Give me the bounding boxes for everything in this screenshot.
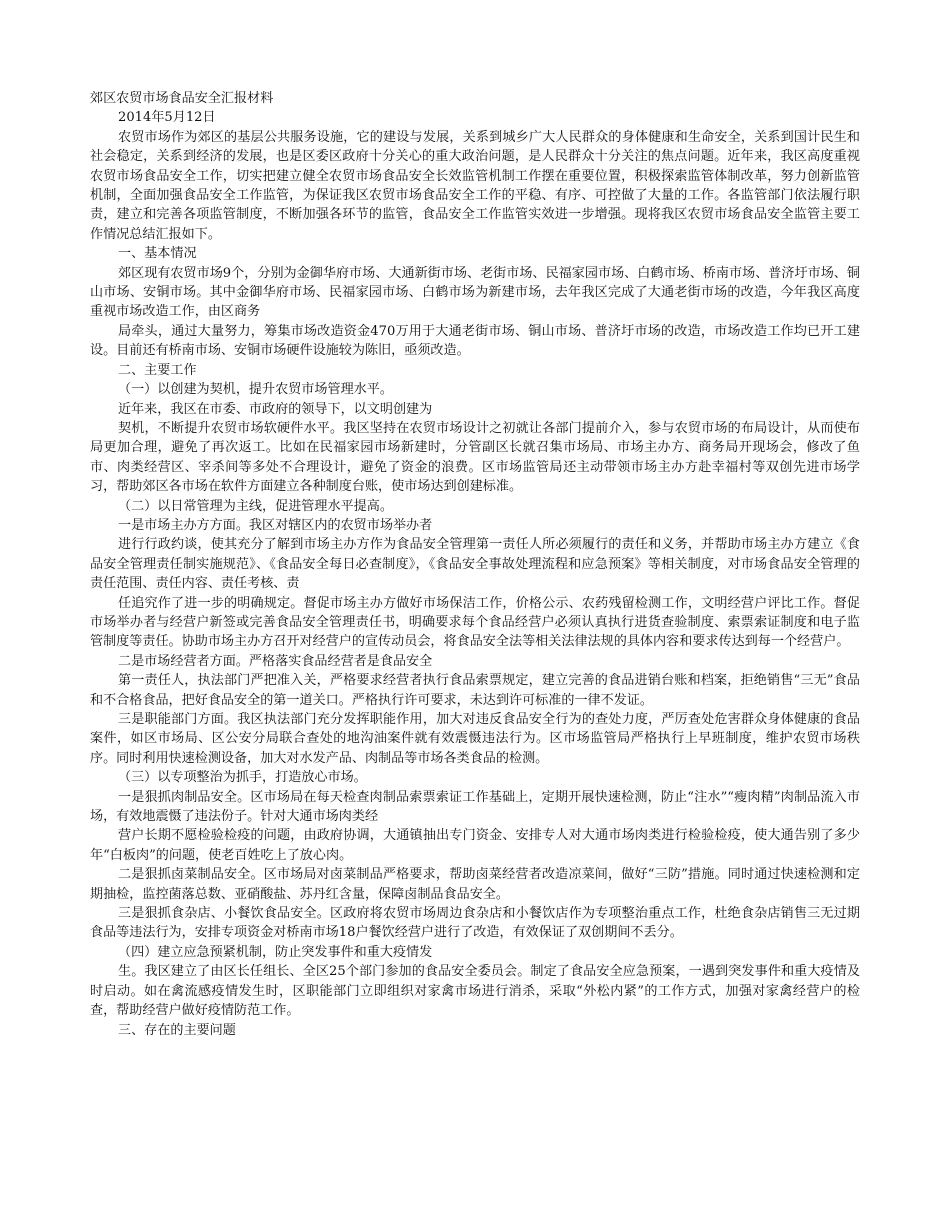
paragraph: 第一责任人，执法部门严把准入关，严格要求经营者执行食品索票规定，建立完善的食品进销台账和档案，拒绝销售“三无”食品和不合格食品，把好食品安全的第一道关口。严格执行许可要求，未达到许可标准的一律不发证。	[90, 673, 860, 708]
paragraph: 二是市场经营者方面。严格落实食品经营者是食品安全	[118, 653, 433, 669]
paragraph: 三是职能部门方面。我区执法部门充分发挥职能作用，加大对违反食品安全行为的查处力度，严厉查处危害群众身体健康的食品案件，如区市场局、区公安分局联合查处的地沟油案件就有效震慑违法行为。区市场监管局严格执行上早班制度，维护农贸市场秩序。同时利用快速检测设备，加大对水发产品、肉制品等市场各类食品的检测。	[90, 712, 860, 766]
subsection-heading: （二）以日常管理为主线，促进管理水平提高。	[118, 498, 393, 514]
paragraph: 任追究作了进一步的明确规定。督促市场主办方做好市场保洁工作，价格公示、农药残留检测工作，文明经营户评比工作。督促市场举办者与经营户新签或完善食品安全管理责任书，明确要求每个食品经营户必须认真执行进货查验制度、索票索证制度和电子监管制度等责任。协助市场主办方召开对经营户的宣传动员会，将食品安全法等相关法律法规的具体内容和要求传达到每一个经营户。	[90, 595, 860, 650]
paragraph: 二是狠抓卤菜制品安全。区市场局对卤菜制品严格要求，帮助卤菜经营者改造凉菜间，做好“三防”措施。同时通过快速检测和定期抽检，监控菌落总数、亚硝酸盐、苏丹红含量，保障卤制品食品安全。	[90, 867, 860, 902]
document-title: 郊区农贸市场食品安全汇报材料	[90, 91, 274, 106]
paragraph: 三是狠抓食杂店、小餐饮食品安全。区政府将农贸市场周边食杂店和小餐饮店作为专项整治重点工作，杜绝食杂店销售三无过期食品等违法行为，安排专项资金对桥南市场18户餐饮经营户进行了改造，有效保证了双创期间不丢分。	[90, 906, 860, 941]
section-heading: 一、基本情况	[118, 246, 197, 262]
subsection-heading: （四）建立应急预紧机制，防止突发事件和重大疫情发	[118, 944, 433, 960]
paragraph: 一是市场主办方方面。我区对辖区内的农贸市场举办者	[118, 517, 433, 533]
document-date: 2014年5月12日	[118, 110, 216, 126]
paragraph: 生。我区建立了由区长任组长、全区25个部门参加的食品安全委员会。制定了食品安全应急预案，一遇到突发事件和重大疫情及时启动。如在禽流感疫情发生时，区职能部门立即组织对家禽市场进行消杀，采取“外松内紧”的工作方式，加强对家禽经营户的检查，帮助经营户做好疫情防范工作。	[90, 964, 860, 1019]
paragraph: 契机，不断提升农贸市场软硬件水平。我区坚持在农贸市场设计之初就让各部门提前介入，参与农贸市场的布局设计，从而使布局更加合理，避免了再次返工。比如在民福家园市场新建时，分管副区长就召集市场局、市场主办方、商务局开现场会，修改了鱼市、肉类经营区、宰杀间等多处不合理设计，避免了资金的浪费。区市场监管局还主动带领市场主办方赴幸福村等双创先进市场学习，帮助郊区各市场在软件方面建立各种制度台账，使市场达到创建标准。	[90, 420, 860, 495]
section-heading: 三、存在的主要问题	[118, 1022, 236, 1038]
document-body	[90, 89, 860, 1040]
subsection-heading: （三）以专项整治为抓手，打造放心市场。	[118, 770, 367, 786]
paragraph: 郊区现有农贸市场9个，分别为金御华府市场、大通新街市场、老街市场、民福家园市场、白鹤市场、桥南市场、普济圩市场、铜山市场、安铜市场。其中金御华府市场、民福家园市场、白鹤市场为新建市场，去年我区完成了大通老街市场的改造，今年我区高度重视市场改造工作，由区商务	[90, 265, 860, 320]
paragraph: 局牵头，通过大量努力，筹集市场改造资金470万用于大通老街市场、铜山市场、普济圩市场的改造，市场改造工作均已开工建设。目前还有桥南市场、安铜市场硬件设施较为陈旧，亟须改造。	[90, 323, 860, 359]
subsection-heading: （一）以创建为契机，提升农贸市场管理水平。	[118, 382, 393, 398]
paragraph: 进行行政约谈，使其充分了解到市场主办方作为食品安全管理第一责任人所必须履行的责任和义务，并帮助市场主办方建立《食品安全管理责任制实施规范》、《食品安全每日必查制度》，《食品安全事故处理流程和应急预案》等相关制度，对市场食品安全管理的责任范围、责任内容、责任考核、责	[90, 537, 860, 592]
paragraph: 一是狠抓肉制品安全。区市场局在每天检查肉制品索票索证工作基础上，定期开展快速检测，防止“注水”“瘦肉精”肉制品流入市场，有效地震慑了违法份子。针对大通市场肉类经	[90, 789, 860, 825]
section-heading: 二、主要工作	[118, 362, 197, 378]
paragraph: 近年来，我区在市委、市政府的领导下，以文明创建为	[118, 401, 433, 417]
paragraph: 营户长期不愿检验检疫的问题，由政府协调，大通镇抽出专门资金、安排专人对大通市场肉类进行检验检疫，使大通告别了多少年“白板肉”的问题，使老百姓吃上了放心肉。	[90, 828, 860, 863]
paragraph: 农贸市场作为郊区的基层公共服务设施，它的建设与发展，关系到城乡广大人民群众的身体健康和生命安全，关系到国计民生和社会稳定，关系到经济的发展，也是区委区政府十分关心的重大政治问题，是人民群众十分关注的焦点问题。近年来，我区高度重视农贸市场食品安全工作，切实把建立健全农贸市场食品安全长效监管机制工作摆在重要位置，积极探索监管体制改革，努力创新监管机制，全面加强食品安全工作监管，为保证我区农贸市场食品安全工作的平稳、有序、可控做了大量的工作。各监管部门依法履行职责，建立和完善各项监管制度，不断加强各环节的监管，食品安全工作监管实效进一步增强。现将我区农贸市场食品安全监管主要工作情况总结汇报如下。	[90, 129, 860, 242]
